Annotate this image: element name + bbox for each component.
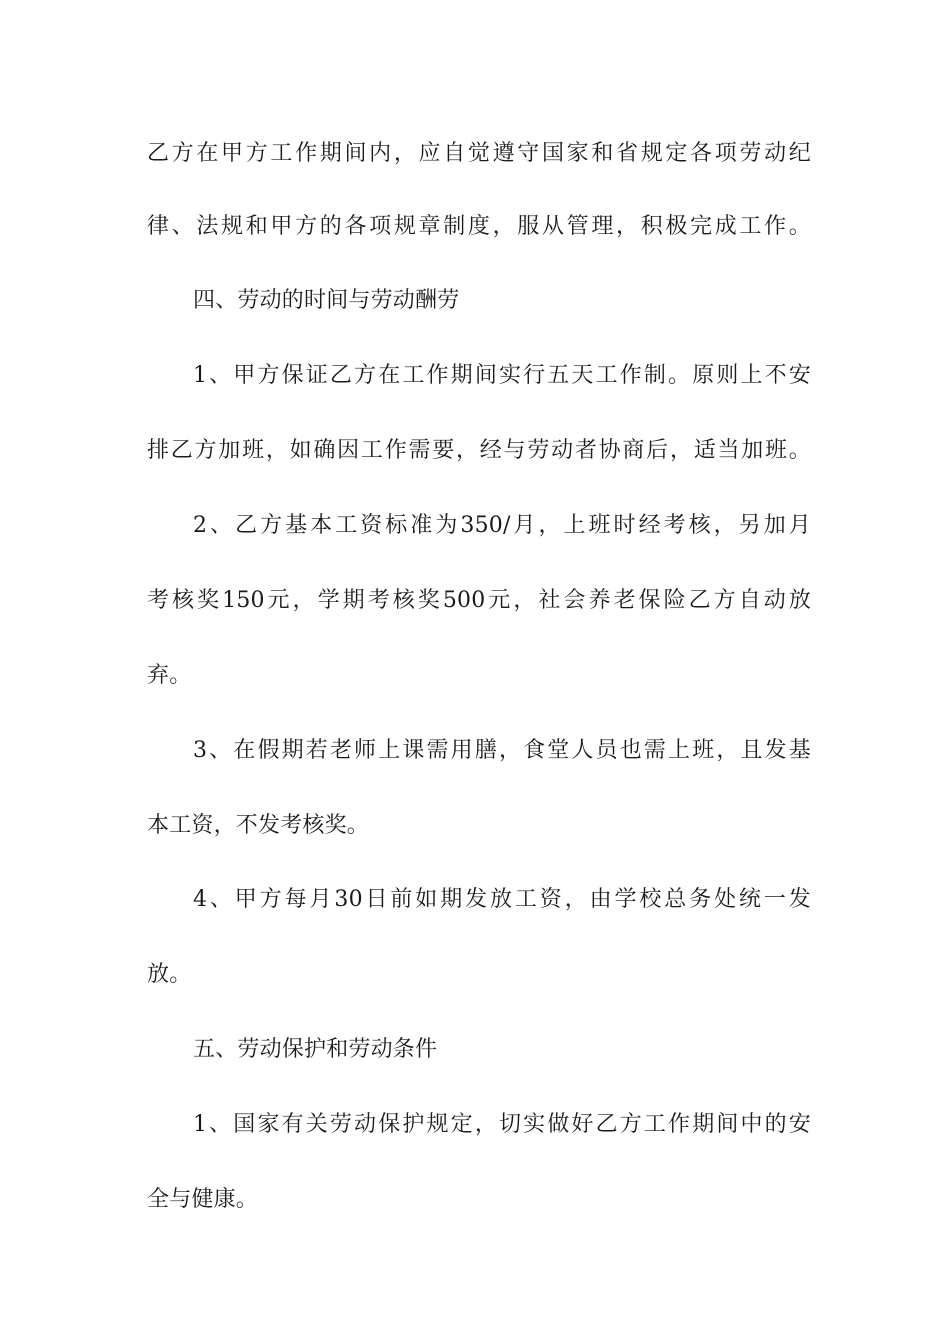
paragraph-line: 1、甲方保证乙方在工作期间实行五天工作制。原则上不安 [193, 363, 811, 388]
paragraph-line: 1、国家有关劳动保护规定，切实做好乙方工作期间中的安 [193, 1112, 811, 1137]
paragraph-line: 2、乙方基本工资标准为350/月，上班时经考核，另加月 [193, 513, 811, 538]
paragraph-line: 考核奖150元，学期考核奖500元，社会养老保险乙方自动放 [147, 588, 811, 613]
paragraph-line: 律、法规和甲方的各项规章制度，服从管理，积极完成工作。 [147, 214, 811, 239]
paragraph-line: 排乙方加班，如确因工作需要，经与劳动者协商后，适当加班。 [147, 438, 811, 463]
section-heading: 五、劳动保护和劳动条件 [193, 1037, 438, 1062]
paragraph-line: 3、在假期若老师上课需用膳，食堂人员也需上班，且发基 [193, 738, 811, 763]
paragraph-line: 乙方在甲方工作期间内，应自觉遵守国家和省规定各项劳动纪 [147, 141, 811, 166]
paragraph-line: 放。 [147, 962, 192, 987]
paragraph-line: 全与健康。 [147, 1187, 259, 1212]
paragraph-line: 本工资，不发考核奖。 [147, 813, 370, 838]
paragraph-line: 4、甲方每月30日前如期发放工资，由学校总务处统一发 [193, 887, 811, 912]
section-heading: 四、劳动的时间与劳动酬劳 [193, 288, 460, 313]
paragraph-line: 弃。 [147, 663, 192, 688]
